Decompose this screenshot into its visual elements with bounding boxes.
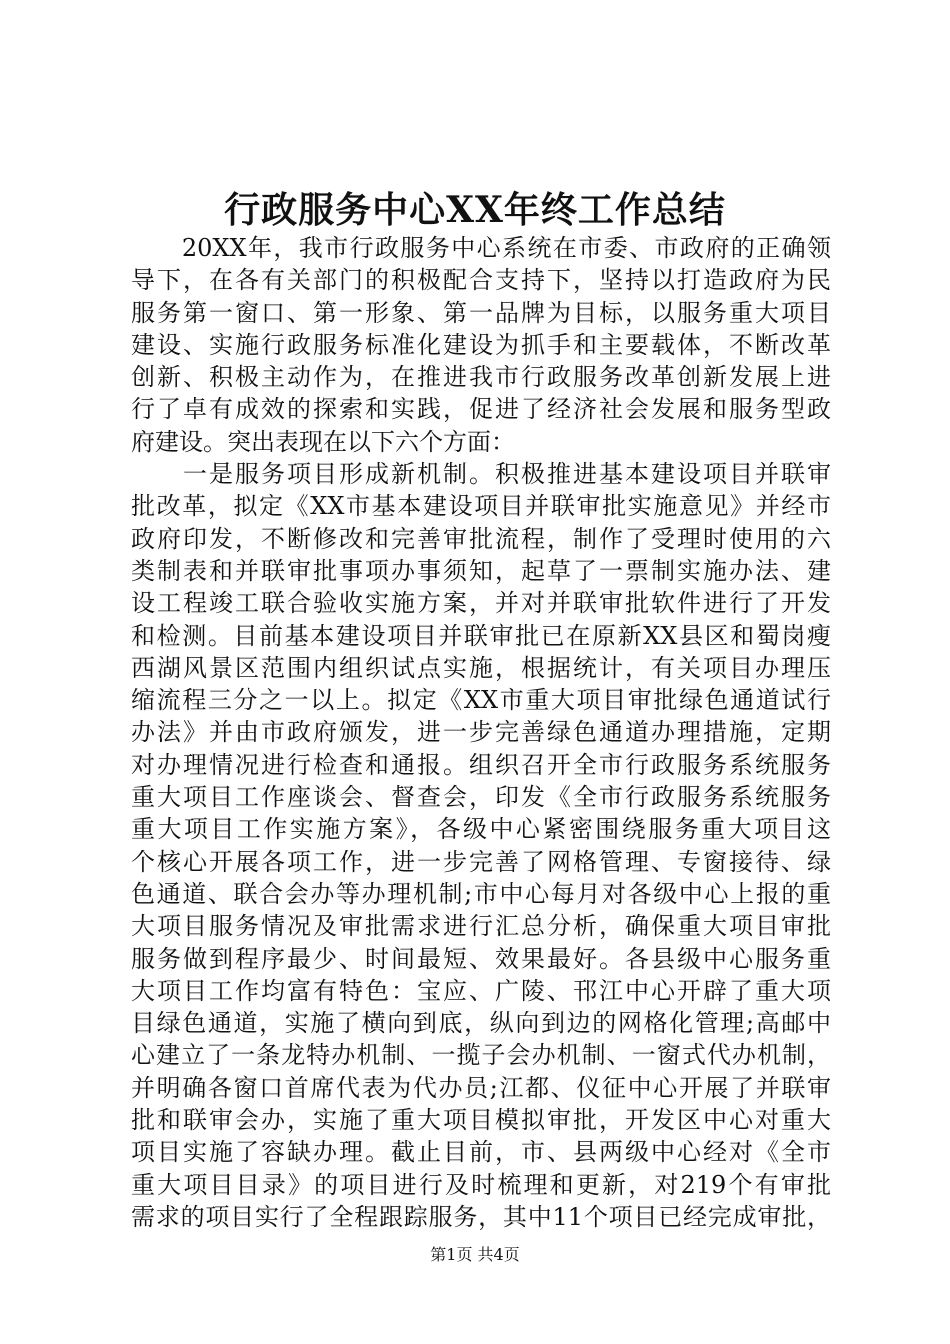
text-line: 心建立了一条龙特办机制、一揽子会办机制、一窗式代办机制，	[131, 1041, 831, 1070]
text-line: 大项目服务情况及审批需求进行汇总分析，确保重大项目审批	[131, 912, 831, 941]
document-title: 行政服务中心XX年终工作总结	[224, 189, 726, 231]
text-line: 办法》并由市政府颁发，进一步完善绿色通道办理措施，定期	[131, 718, 831, 747]
text-line: 项目实施了容缺办理。截止目前，市、县两级中心经对《全市	[131, 1138, 831, 1167]
text-line: 服务第一窗口、第一形象、第一品牌为目标，以服务重大项目	[131, 298, 831, 327]
text-line: 批和联审会办，实施了重大项目模拟审批，开发区中心对重大	[131, 1106, 831, 1135]
text-line: 缩流程三分之一以上。拟定《XX市重大项目审批绿色通道试行	[131, 686, 831, 715]
text-line: 创新、积极主动作为，在推进我市行政服务改革创新发展上进	[131, 363, 831, 392]
document-body	[131, 232, 831, 1233]
text-line: 设工程竣工联合验收实施方案，并对并联审批软件进行了开发	[131, 589, 831, 618]
text-line: 20XX年，我市行政服务中心系统在市委、市政府的正确领	[131, 234, 831, 262]
text-line: 政府印发，不断修改和完善审批流程，制作了受理时使用的六	[131, 524, 831, 553]
text-line: 色通道、联合会办等办理机制;市中心每月对各级中心上报的重	[131, 879, 831, 908]
text-line: 大项目工作均富有特色：宝应、广陵、邗江中心开辟了重大项	[131, 976, 831, 1005]
text-line: 西湖风景区范围内组织试点实施，根据统计，有关项目办理压	[131, 653, 831, 682]
text-line: 和检测。目前基本建设项目并联审批已在原新XX县区和蜀岗瘦	[131, 621, 831, 650]
text-line: 批改革，拟定《XX市基本建设项目并联审批实施意见》并经市	[131, 492, 831, 521]
text-line: 一是服务项目形成新机制。积极推进基本建设项目并联审	[131, 460, 831, 489]
text-line: 需求的项目实行了全程跟踪服务，其中11个项目已经完成审批，	[131, 1202, 831, 1231]
text-line: 对办理情况进行检查和通报。组织召开全市行政服务系统服务	[131, 750, 831, 779]
text-line: 并明确各窗口首席代表为代办员;江都、仪征中心开展了并联审	[131, 1073, 831, 1102]
text-line: 重大项目工作座谈会、督查会，印发《全市行政服务系统服务	[131, 783, 831, 812]
text-line: 府建设。突出表现在以下六个方面：	[131, 427, 515, 456]
text-line: 建设、实施行政服务标准化建设为抓手和主要载体，不断改革	[131, 330, 831, 359]
text-line: 导下，在各有关部门的积极配合支持下，坚持以打造政府为民	[131, 266, 831, 295]
text-line: 行了卓有成效的探索和实践，促进了经济社会发展和服务型政	[131, 395, 831, 424]
text-line: 重大项目目录》的项目进行及时梳理和更新，对219个有审批	[131, 1170, 831, 1199]
text-line: 服务做到程序最少、时间最短、效果最好。各县级中心服务重	[131, 944, 831, 973]
page-number-footer: 第1页 共4页	[430, 1245, 520, 1264]
text-line: 个核心开展各项工作，进一步完善了网格管理、专窗接待、绿	[131, 847, 831, 876]
text-line: 目绿色通道，实施了横向到底，纵向到边的网格化管理;高邮中	[131, 1009, 831, 1038]
text-line: 重大项目工作实施方案》，各级中心紧密围绕服务重大项目这	[131, 815, 831, 844]
text-line: 类制表和并联审批事项办事须知，起草了一票制实施办法、建	[131, 556, 831, 585]
